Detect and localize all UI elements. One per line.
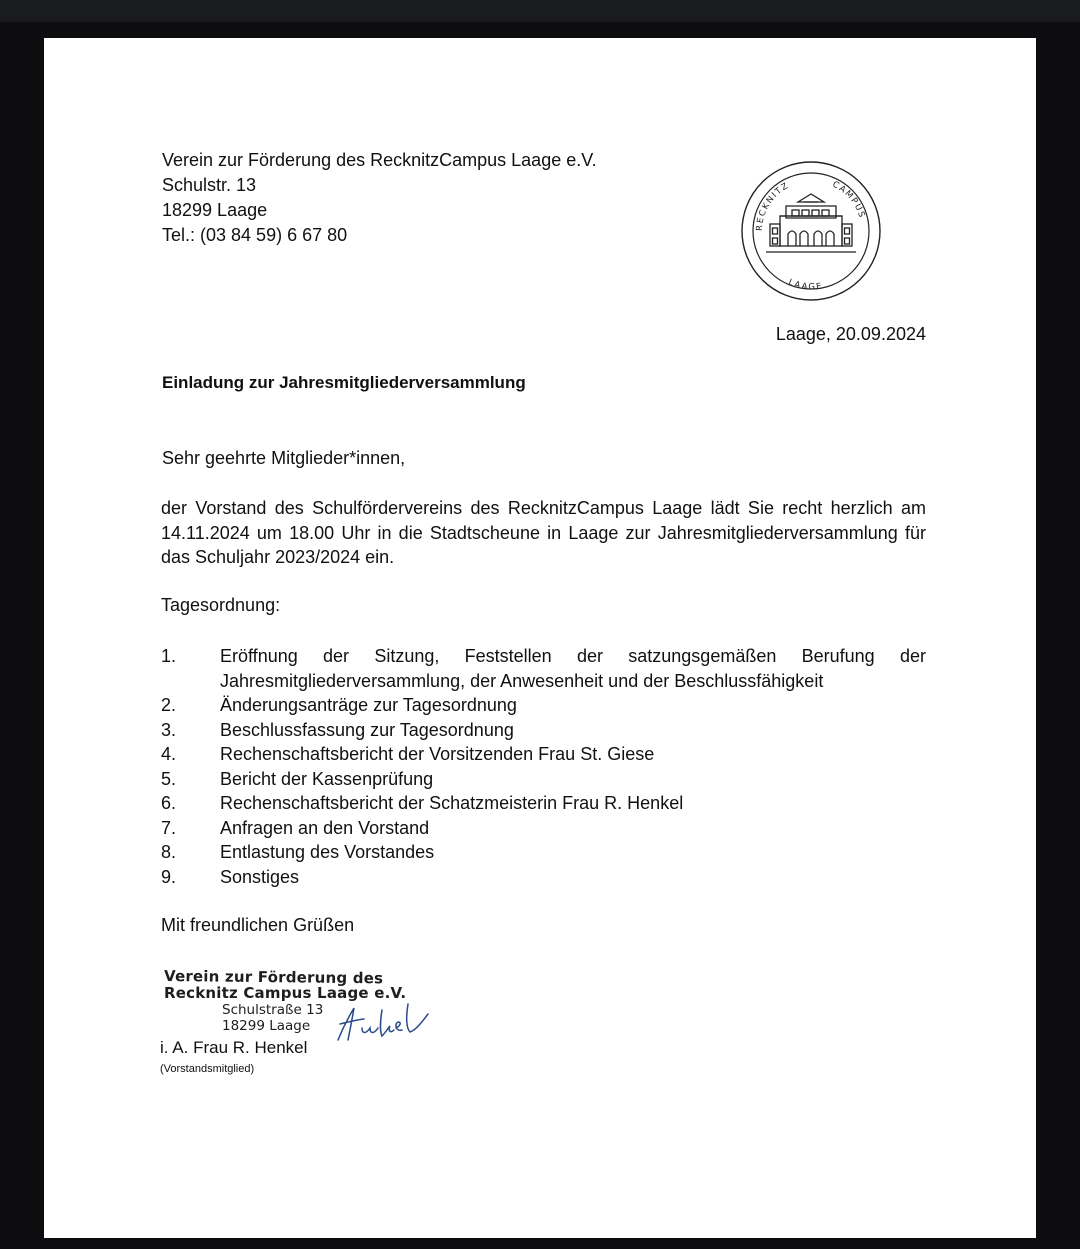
agenda-item-text: Entlastung des Vorstandes xyxy=(220,842,435,862)
agenda-item-number: 9. xyxy=(161,866,177,887)
agenda-item xyxy=(161,767,926,792)
seal-text-right: CAMPUS xyxy=(830,179,867,221)
sender-street: Schulstr. 13 xyxy=(162,175,257,195)
agenda-item-text: Eröffnung der Sitzung, Feststellen der satzungsgemäßen Berufung der Jahresmitgliederversammlung, der Anwesenheit und der Beschlussfähigkeit xyxy=(220,646,926,691)
stamp-line-4: 18299 Laage xyxy=(222,1018,311,1034)
agenda-item xyxy=(161,693,926,718)
agenda-item xyxy=(161,865,926,890)
school-seal-logo xyxy=(740,160,882,302)
signer-role: (Vorstandsmitglied) xyxy=(160,1063,255,1075)
stamp-line-1: Verein zur Förderung des xyxy=(163,967,384,988)
agenda-item xyxy=(161,791,926,816)
letter-subject: Einladung zur Jahresmitgliederversammlung xyxy=(162,373,526,392)
agenda-item-text: Beschlussfassung zur Tagesordnung xyxy=(220,719,514,740)
letter-page xyxy=(44,38,1036,1238)
agenda-item-number: 5. xyxy=(161,768,177,789)
school-building-icon xyxy=(766,194,856,252)
stamp-line-3: Schulstraße 13 xyxy=(222,1002,324,1018)
agenda-item xyxy=(161,718,926,743)
sender-city: 18299 Laage xyxy=(162,200,268,220)
signer-name: i. A. Frau R. Henkel xyxy=(160,1038,308,1057)
agenda-item xyxy=(161,742,926,767)
agenda-item xyxy=(161,840,926,865)
agenda-item-number: 1. xyxy=(161,646,177,666)
agenda-item-text: Sonstiges xyxy=(220,866,300,887)
agenda-item-number: 7. xyxy=(161,817,177,838)
agenda-list xyxy=(161,644,926,889)
agenda-item-text: Rechenschaftsbericht der Schatzmeisterin Frau R. Henkel xyxy=(220,793,684,813)
agenda-item-text: Rechenschaftsbericht der Vorsitzenden Frau St. Giese xyxy=(220,744,655,764)
closing-greeting: Mit freundlichen Grüßen xyxy=(161,915,355,935)
handwritten-signature xyxy=(332,1000,432,1046)
agenda-item-number: 2. xyxy=(161,695,177,715)
seal-text-top: RECKNITZ xyxy=(754,180,792,232)
agenda-item-text: Anfragen an den Vorstand xyxy=(220,817,430,838)
letter-date: Laage, 20.09.2024 xyxy=(775,324,926,344)
agenda-item-number: 8. xyxy=(161,842,177,862)
agenda-item-number: 6. xyxy=(161,793,177,813)
agenda-item-number: 4. xyxy=(161,744,177,764)
body-paragraph: der Vorstand des Schulfördervereins des RecknitzCampus Laage lädt Sie recht herzlich am 14.11.2024 um 18.00 Uhr in die Stadtscheune in Laage zur Jahresmitgliederversammlung für das Schuljahr 2023/2024 ein. xyxy=(161,498,926,567)
agenda-item xyxy=(161,644,926,693)
agenda-item-text: Bericht der Kassenprüfung xyxy=(220,768,434,789)
top-bar xyxy=(0,0,1080,22)
agenda-item-number: 3. xyxy=(161,719,177,740)
agenda-item-text: Änderungsanträge zur Tagesordnung xyxy=(220,695,517,715)
stamp-line-2: Recknitz Campus Laage e.V. xyxy=(164,984,407,1002)
salutation: Sehr geehrte Mitglieder*innen, xyxy=(162,448,406,468)
seal-text-bottom: LAAGE xyxy=(786,277,824,293)
sender-phone: Tel.: (03 84 59) 6 67 80 xyxy=(162,225,348,245)
agenda-item xyxy=(161,816,926,841)
sender-org: Verein zur Förderung des RecknitzCampus Laage e.V. xyxy=(162,150,597,170)
agenda-title: Tagesordnung: xyxy=(161,595,281,615)
svg-text:LAAGE xyxy=(787,278,824,293)
sender-address xyxy=(162,148,597,248)
